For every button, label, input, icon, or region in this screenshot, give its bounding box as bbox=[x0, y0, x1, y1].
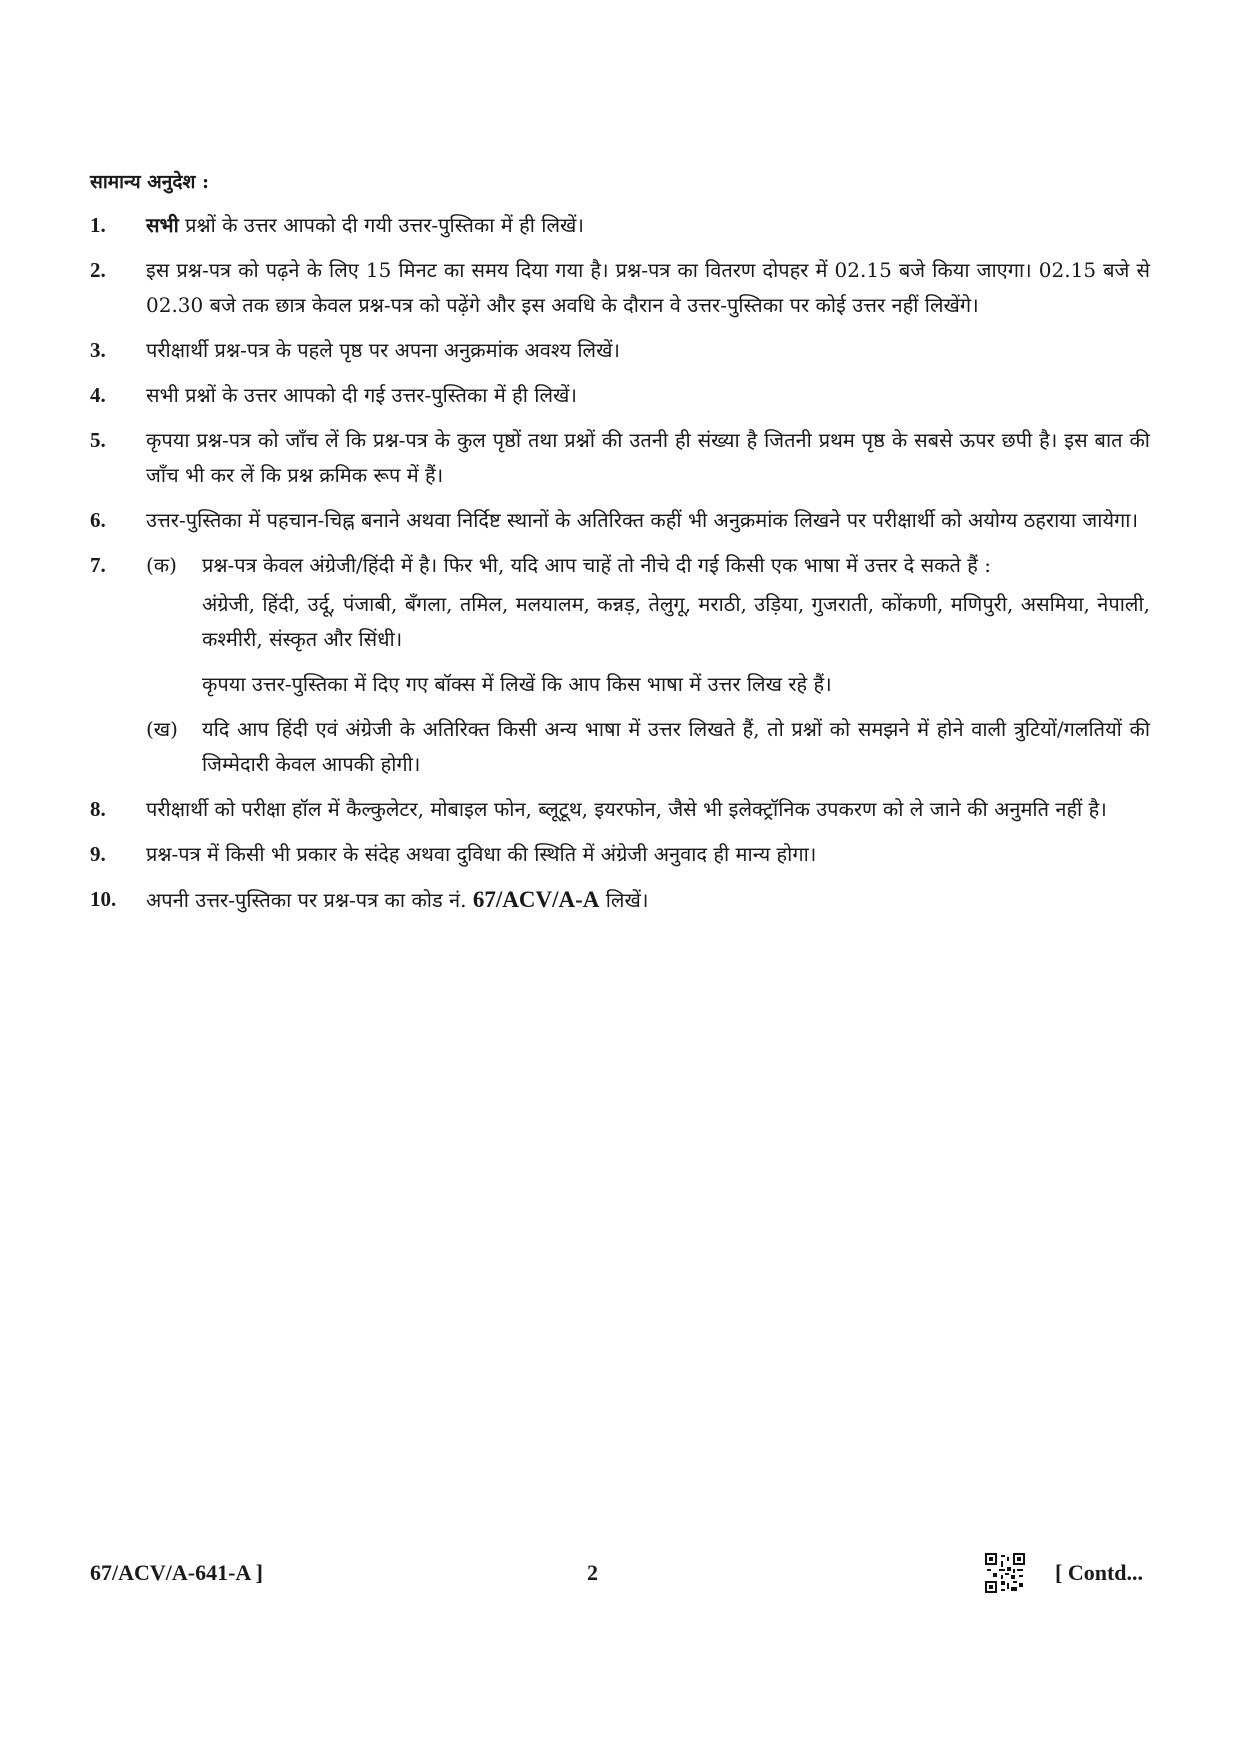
list-item bbox=[90, 253, 1150, 323]
list-item bbox=[90, 208, 1150, 243]
list-item bbox=[90, 503, 1150, 538]
item-text bbox=[146, 882, 1150, 918]
list-item bbox=[90, 423, 1150, 493]
item-number: 6. bbox=[90, 508, 106, 532]
item-number: 3. bbox=[90, 338, 106, 362]
item-text: इस प्रश्न-पत्र को पढ़ने के लिए 15 मिनट का समय दिया गया है। प्रश्न-पत्र का वितरण दोपहर में 02.15 बजे किया जाएगा। 02.15 बजे से 02.30 बजे तक छात्र केवल प्रश्न-पत्र को पढ़ेंगे और इस अवधि के दौरान वे उत्तर-पुस्तिका पर कोई उत्तर नहीं लिखेंगे। bbox=[146, 258, 1150, 317]
list-item bbox=[90, 792, 1150, 827]
item-number: 1. bbox=[90, 213, 106, 237]
item-text: कृपया प्रश्न-पत्र को जाँच लें कि प्रश्न-पत्र के कुल पृष्ठों तथा प्रश्नों की उतनी ही संख्या है जितनी प्रथम पृष्ठ के सबसे ऊपर छपी है। इस बात की जाँच भी कर लें कि प्रश्न क्रमिक रूप में हैं। bbox=[146, 428, 1150, 487]
item-bold-lead: सभी bbox=[146, 213, 179, 237]
item-text: परीक्षार्थी को परीक्षा हॉल में कैल्कुलेटर, मोबाइल फोन, ब्लूटूथ, इयरफोन, जैसे भी इलेक्ट्रॉनिक उपकरण को ले जाने की अनुमति नहीं है। bbox=[146, 797, 1107, 821]
question-paper-code: 67/ACV/A-A bbox=[472, 887, 600, 912]
list-item bbox=[90, 548, 1150, 782]
item-text bbox=[146, 208, 1150, 243]
list-item bbox=[90, 333, 1150, 368]
item-number: 7. bbox=[90, 553, 106, 577]
instructions-list bbox=[90, 208, 1150, 928]
item-number: 4. bbox=[90, 383, 106, 407]
sub-item-b bbox=[146, 712, 1150, 782]
item-text: उत्तर-पुस्तिका में पहचान-चिह्न बनाने अथवा निर्दिष्ट स्थानों के अतिरिक्त कहीं भी अनुक्रमांक लिखने पर परीक्षार्थी को अयोग्य ठहराया जायेगा। bbox=[146, 508, 1139, 532]
sub-item-label: (क) bbox=[146, 553, 177, 577]
language-list: अंग्रेजी, हिंदी, उर्दू, पंजाबी, बँगला, तमिल, मलयालम, कन्नड़, तेलुगू, मराठी, उड़िया, गुजराती, कोंकणी, मणिपुरी, असमिया, नेपाली, कश्मीरी, संस्कृत और सिंधी। bbox=[202, 592, 1150, 651]
item-number: 10. bbox=[90, 887, 117, 911]
qr-code-icon bbox=[985, 1553, 1025, 1593]
item-text-rest: प्रश्नों के उत्तर आपको दी गयी उत्तर-पुस्तिका में ही लिखें। bbox=[178, 213, 584, 237]
item-number: 8. bbox=[90, 797, 106, 821]
item-text: परीक्षार्थी प्रश्न-पत्र के पहले पृष्ठ पर अपना अनुक्रमांक अवश्य लिखें। bbox=[146, 338, 621, 362]
list-item bbox=[90, 882, 1150, 918]
item-text-pre: अपनी उत्तर-पुस्तिका पर प्रश्न-पत्र का कोड नं. bbox=[146, 888, 473, 912]
item-text: प्रश्न-पत्र में किसी भी प्रकार के संदेह अथवा दुविधा की स्थिति में अंग्रेजी अनुवाद ही मान्य होगा। bbox=[146, 842, 817, 866]
item-number: 9. bbox=[90, 842, 106, 866]
item-text-post: लिखें। bbox=[599, 888, 649, 912]
sub-item-text: प्रश्न-पत्र केवल अंग्रेजी/हिंदी में है। फिर भी, यदि आप चाहें तो नीचे दी गई किसी एक भाषा में उत्तर दे सकते हैं : bbox=[202, 553, 991, 577]
continued-label: [ Contd... bbox=[1055, 1560, 1144, 1585]
language-box-note: कृपया उत्तर-पुस्तिका में दिए गए बॉक्स में लिखें कि आप किस भाषा में उत्तर लिख रहे हैं। bbox=[202, 672, 832, 696]
list-item bbox=[90, 378, 1150, 413]
page-number: 2 bbox=[587, 1560, 598, 1585]
item-number: 5. bbox=[90, 428, 106, 452]
list-item bbox=[90, 837, 1150, 872]
sub-item-a bbox=[146, 548, 1150, 583]
sub-item-text: यदि आप हिंदी एवं अंग्रेजी के अतिरिक्त किसी अन्य भाषा में उत्तर लिखते हैं, तो प्रश्नों को समझने में होने वाली त्रुटियों/गलतियों की जिम्मेदारी केवल आपकी होगी। bbox=[202, 717, 1150, 776]
item-text: सभी प्रश्नों के उत्तर आपको दी गई उत्तर-पुस्तिका में ही लिखें। bbox=[146, 383, 577, 407]
item-text bbox=[146, 548, 1150, 782]
instructions-heading: सामान्य अनुदेश : bbox=[90, 171, 209, 193]
sub-item-label: (ख) bbox=[146, 717, 178, 741]
item-number: 2. bbox=[90, 258, 106, 282]
footer-paper-code: 67/ACV/A-641-A ] bbox=[90, 1560, 263, 1585]
